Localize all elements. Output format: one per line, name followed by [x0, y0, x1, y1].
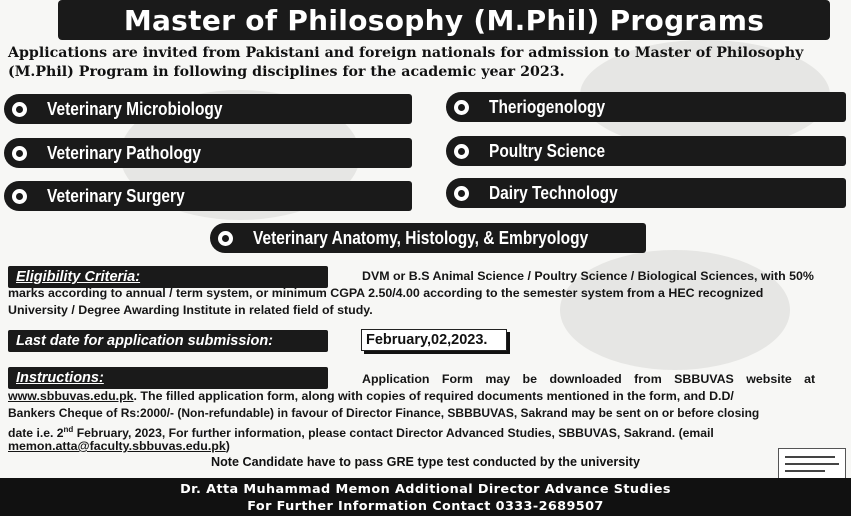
- instructions-line-5: [8, 438, 230, 455]
- last-date-value: February,02,2023.: [361, 329, 507, 351]
- bullet-icon: [454, 144, 469, 159]
- contact-email-link[interactable]: memon.atta@faculty.sbbuvas.edu.pk: [8, 439, 226, 453]
- page-title: Master of Philosophy (M.Phil) Programs: [123, 3, 765, 37]
- bullet-icon: [12, 146, 27, 161]
- instructions-line-4-b: February, 2023, For further information, please contact Director Advanced Studies, SBBUVAS, Sakrand. (email: [73, 426, 714, 441]
- discipline-label: Veterinary Microbiology: [47, 98, 223, 119]
- bullet-icon: [454, 186, 469, 201]
- instructions-heading: [8, 367, 328, 389]
- gre-note: Note Candidate have to pass GRE type test conducted by the university: [211, 455, 640, 469]
- bullet-icon: [218, 231, 233, 246]
- discipline-label: Dairy Technology: [489, 182, 618, 203]
- discipline-veterinary-anatomy: [210, 223, 646, 253]
- discipline-dairy-technology: [446, 178, 846, 208]
- discipline-veterinary-pathology: [4, 138, 412, 168]
- instructions-line-4-a: date i.e. 2: [8, 426, 64, 441]
- discipline-theriogenology: [446, 92, 846, 122]
- instructions-line-1: Application Form may be downloaded from SBBUVAS website at: [362, 372, 816, 386]
- intro-paragraph: Applications are invited from Pakistani and foreign nationals for admission to Master of Philosophy (M.Phil) Program in following disciplines for the academic year 2023.: [8, 45, 804, 80]
- instructions-line-3: Bankers Cheque of Rs:2000/- (Non-refundable) in favour of Director Finance, SBBBUVAS, Sakrand may be sent on or before closing: [8, 406, 760, 420]
- eligibility-line-3: University / Degree Awarding Institute in related field of study.: [8, 303, 373, 317]
- email-close-paren: ): [225, 439, 230, 453]
- footer-banner: [0, 478, 851, 516]
- discipline-label: Poultry Science: [489, 140, 606, 161]
- instructions-heading-text: Instructions:: [16, 370, 104, 386]
- website-link[interactable]: www.sbbuvas.edu.pk: [8, 389, 134, 403]
- discipline-label: Theriogenology: [489, 96, 606, 117]
- instructions-line-2-text: . The filled application form, along with copies of required documents mentioned in the form, and D.D/: [133, 389, 734, 403]
- ordinal-suffix: nd: [63, 425, 74, 434]
- discipline-veterinary-surgery: [4, 181, 412, 211]
- publication-stamp: [778, 448, 846, 480]
- page-title-banner: [58, 0, 830, 40]
- discipline-label: Veterinary Anatomy, Histology, & Embryology: [253, 227, 589, 248]
- instructions-line-2: [8, 388, 734, 405]
- discipline-veterinary-microbiology: [4, 94, 412, 124]
- footer-director: Dr. Atta Muhammad Memon Additional Director Advance Studies: [180, 482, 671, 497]
- bullet-icon: [12, 102, 27, 117]
- bullet-icon: [12, 189, 27, 204]
- eligibility-heading-text: Eligibility Criteria:: [16, 269, 141, 285]
- discipline-poultry-science: [446, 136, 846, 166]
- discipline-label: Veterinary Pathology: [47, 142, 201, 163]
- discipline-label: Veterinary Surgery: [47, 185, 185, 206]
- footer-contact: For Further Information Contact 0333-2689507: [247, 499, 604, 514]
- last-date-heading: [8, 330, 328, 352]
- eligibility-line-2: marks according to annual / term system, or minimum CGPA 2.50/4.00 according to the semester system from a HEC recognized: [8, 286, 764, 300]
- last-date-heading-text: Last date for application submission:: [16, 333, 274, 349]
- bullet-icon: [454, 100, 469, 115]
- eligibility-line-1: DVM or B.S Animal Science / Poultry Science / Biological Sciences, with 50%: [362, 269, 814, 283]
